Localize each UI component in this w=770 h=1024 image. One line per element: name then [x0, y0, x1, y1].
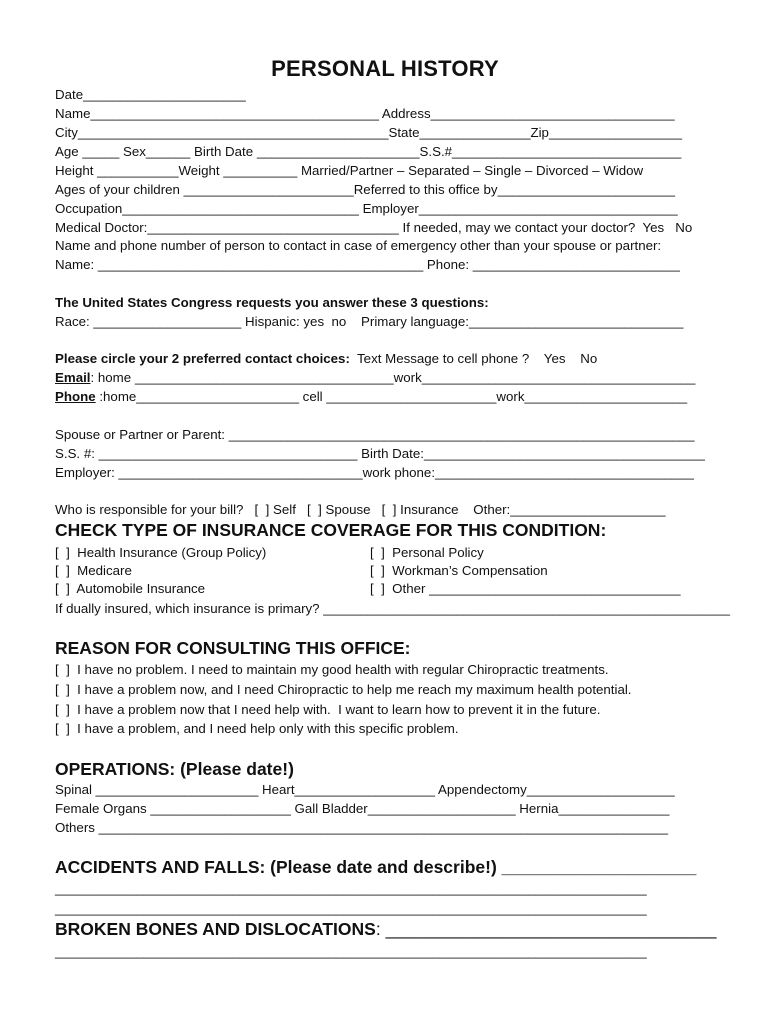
broken-bones-line[interactable]: ________________________________________________________________________________	[55, 944, 647, 959]
accidents-heading[interactable]: ACCIDENTS AND FALLS: (Please date and describe!) ____________________	[55, 857, 697, 877]
broken-bones-heading: BROKEN BONES AND DISLOCATIONS	[55, 919, 376, 939]
phone-field[interactable]: :home______________________ cell _______________________work______________________	[95, 389, 688, 404]
reason-heading: REASON FOR CONSULTING THIS OFFICE:	[55, 638, 411, 658]
emergency-contact-field[interactable]: Name: ____________________________________________ Phone: ____________________________	[55, 257, 680, 272]
email-field[interactable]: : home ___________________________________work_____________________________________	[90, 370, 696, 385]
occupation-employer-field[interactable]: Occupation________________________________ Employer___________________________________	[55, 201, 678, 216]
operations-others-field[interactable]: Others _____________________________________________________________________________	[55, 820, 669, 835]
age-sex-birthdate-field[interactable]: Age _____ Sex______ Birth Date ______________________S.S.#_______________________________	[55, 144, 682, 159]
insurance-option-group-policy[interactable]: [ ] Health Insurance (Group Policy)	[55, 545, 267, 560]
operations-heading: OPERATIONS: (Please date!)	[55, 759, 294, 779]
insurance-option-workmans-comp[interactable]: [ ] Workman’s Compensation	[370, 563, 548, 578]
children-referred-field[interactable]: Ages of your children _______________________Referred to this office by________________________	[55, 182, 676, 197]
race-language-field[interactable]: Race: ____________________ Hispanic: yes no Primary language:_____________________________	[55, 314, 684, 329]
spouse-field[interactable]: Spouse or Partner or Parent: _______________________________________________________________	[55, 427, 695, 442]
insurance-heading: CHECK TYPE OF INSURANCE COVERAGE FOR THIS CONDITION:	[55, 520, 607, 540]
congress-heading: The United States Congress requests you answer these 3 questions:	[55, 295, 489, 310]
height-weight-marital-field[interactable]: Height ___________Weight __________ Married/Partner – Separated – Single – Divorced – Widow	[55, 163, 644, 178]
reason-option-maintain[interactable]: [ ] I have no problem. I need to maintain my good health with regular Chiropractic treatments.	[55, 662, 609, 677]
page-title: PERSONAL HISTORY	[271, 56, 499, 81]
bill-responsibility-field[interactable]: Who is responsible for your bill? [ ] Self [ ] Spouse [ ] Insurance Other:_____________________	[55, 502, 666, 517]
email-label: Email	[55, 370, 91, 385]
insurance-option-personal[interactable]: [ ] Personal Policy	[370, 545, 484, 560]
phone-label: Phone	[55, 389, 96, 404]
broken-bones-field[interactable]: : __________________________________	[375, 919, 717, 939]
accidents-line-2[interactable]: ________________________________________________________________________________	[55, 901, 647, 916]
text-message-option[interactable]: Text Message to cell phone ? Yes No	[349, 351, 598, 366]
medical-doctor-field[interactable]: Medical Doctor:__________________________________ If needed, may we contact your doctor? Yes No	[55, 220, 693, 235]
insurance-option-automobile[interactable]: [ ] Automobile Insurance	[55, 581, 206, 596]
operations-field-1[interactable]: Spinal ______________________ Heart___________________ Appendectomy____________________	[55, 782, 675, 797]
dual-insurance-field[interactable]: If dually insured, which insurance is primary? _______________________________________________________	[55, 601, 730, 616]
reason-option-potential[interactable]: [ ] I have a problem now, and I need Chiropractic to help me reach my maximum health potential.	[55, 682, 632, 697]
date-field[interactable]: Date______________________	[55, 87, 246, 102]
name-address-field[interactable]: Name_______________________________________ Address_________________________________	[55, 106, 675, 121]
contact-choices-heading: Please circle your 2 preferred contact choices:	[55, 351, 350, 366]
spouse-ss-birthdate-field[interactable]: S.S. #: ___________________________________ Birth Date:______________________________________	[55, 446, 705, 461]
insurance-option-medicare[interactable]: [ ] Medicare	[55, 563, 132, 578]
broken-bones-row	[55, 918, 725, 940]
reason-option-prevent[interactable]: [ ] I have a problem now that I need help with. I want to learn how to prevent it in the future.	[55, 702, 601, 717]
email-row	[55, 369, 725, 387]
emergency-contact-prompt: Name and phone number of person to contact in case of emergency other than your spouse or partner:	[55, 238, 662, 253]
phone-row	[55, 388, 725, 406]
accidents-line[interactable]: ________________________________________________________________________________	[55, 881, 647, 896]
operations-field-2[interactable]: Female Organs ___________________ Gall Bladder____________________ Hernia_______________	[55, 801, 670, 816]
contact-choices-row	[55, 350, 725, 368]
spouse-employer-field[interactable]: Employer: _________________________________work phone:___________________________________	[55, 465, 694, 480]
city-state-zip-field[interactable]: City__________________________________________State_______________Zip__________________	[55, 125, 683, 140]
reason-option-specific[interactable]: [ ] I have a problem, and I need help only with this specific problem.	[55, 721, 459, 736]
insurance-option-other[interactable]: [ ] Other __________________________________	[370, 581, 681, 596]
